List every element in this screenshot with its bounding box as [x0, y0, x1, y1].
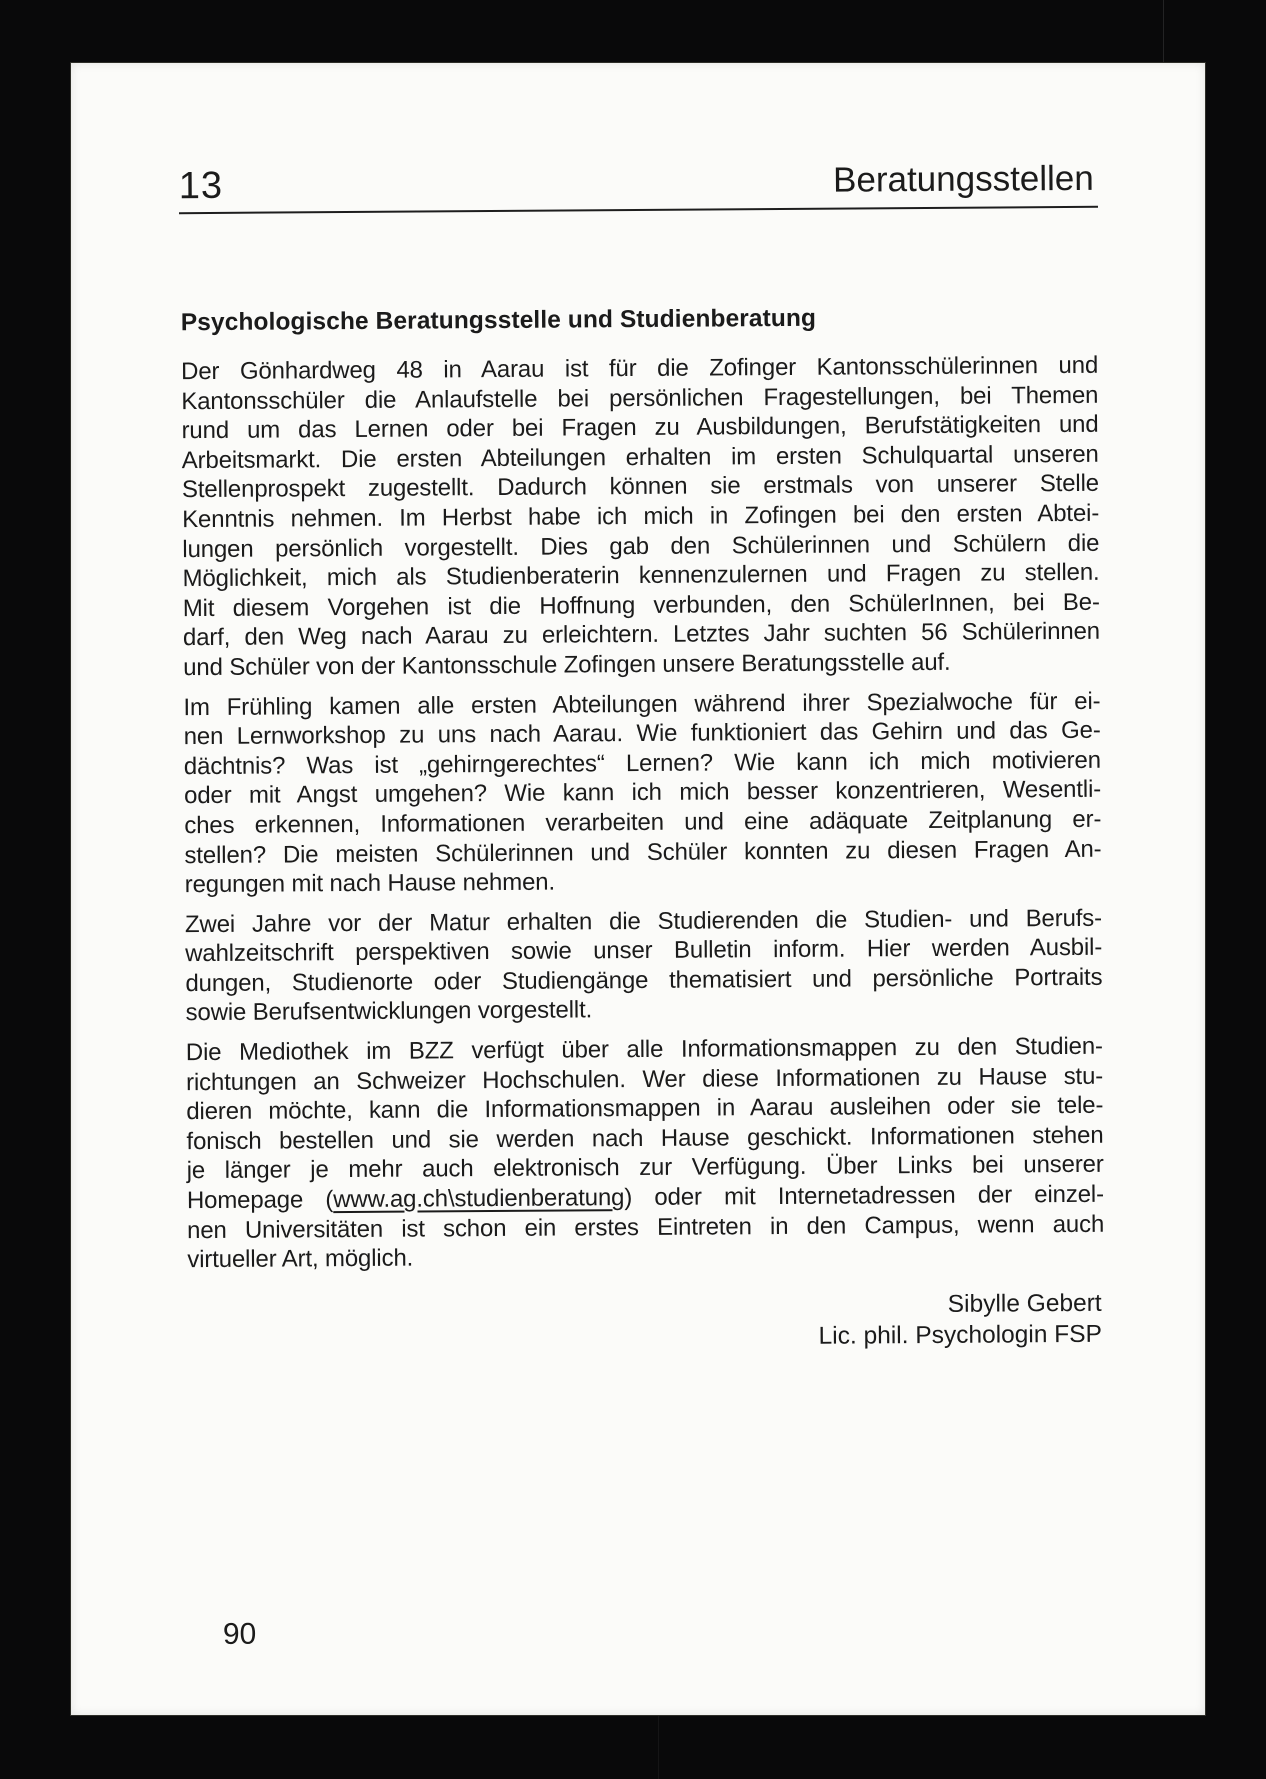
- paragraph: [185, 903, 1103, 1028]
- text-line: regungen mit nach Hause nehmen.: [184, 868, 556, 899]
- page-number: 90: [222, 1617, 257, 1651]
- text-line: Arbeitsmarkt. Die ersten Abteilungen erhalten im ersten Schulquartal unseren: [181, 440, 1099, 474]
- scan-artifact-line: [1163, 0, 1164, 64]
- text-line: darf, den Weg nach Aarau zu erleichtern. Letztes Jahr suchten 56 Schülerinnen: [182, 618, 1101, 652]
- text-line: richtungen an Schweizer Hochschulen. Wer diese Informationen zu Hause stu-: [185, 1062, 1104, 1096]
- text-line: fonisch bestellen und sie werden nach Hause geschickt. Informationen stehen: [186, 1121, 1104, 1156]
- running-head-title: Beratungsstellen: [832, 158, 1094, 200]
- text-line: Die Mediothek im BZZ verfügt über alle Informationsmappen zu den Studien-: [185, 1032, 1103, 1067]
- text-line: Kenntnis nehmen. Im Herbst habe ich mich in Zofingen bei den ersten Abtei-: [182, 499, 1100, 534]
- signature-block: [818, 1288, 1102, 1352]
- text-line: je länger je mehr auch elektronisch zur Verfügung. Über Links bei unserer: [186, 1151, 1104, 1185]
- text-line: dächtnis? Was ist „gehirngerechtes“ Lernen? Wie kann ich mich motivieren: [183, 746, 1101, 780]
- text-line: wahlzeitschrift perspektiven sowie unser Bulletin inform. Hier werden Ausbil-: [185, 934, 1103, 968]
- signature-title: Lic. phil. Psychologin FSP: [818, 1320, 1102, 1350]
- page-content: [66, 59, 1212, 1719]
- homepage-url-text: www.ag.ch\studienberatung: [333, 1184, 625, 1214]
- text-line: Stellenprospekt zugestellt. Dadurch können sie erstmals von unserer Stelle: [181, 470, 1100, 504]
- text-line: ches erkennen, Informationen verarbeiten und eine adäquate Zeitplanung er-: [184, 805, 1102, 840]
- link-suffix-text: ) oder mit Internetadressen der einzel-: [624, 1180, 1104, 1212]
- text-line: sowie Berufsentwicklungen vorgestellt.: [185, 996, 593, 1027]
- scan-artifact-line: [658, 1714, 659, 1779]
- text-line: Mit diesem Vorgehen ist die Hoffnung verbunden, den SchülerInnen, bei Be-: [182, 588, 1100, 622]
- text-line: Zwei Jahre vor der Matur erhalten die Studierenden die Studien- und Berufs-: [184, 904, 1103, 938]
- paragraph: [186, 1032, 1105, 1275]
- text-line: Im Frühling kamen alle ersten Abteilungen während ihrer Spezialwoche für ei-: [183, 687, 1101, 721]
- text-line: Möglichkeit, mich als Studienberaterin kennenzulernen und Fragen zu stellen.: [182, 558, 1100, 593]
- text-line: oder mit Angst umgehen? Wie kann ich mich besser konzentrieren, Wesentli-: [183, 776, 1102, 810]
- body-text: [181, 351, 1104, 1285]
- chapter-number: 13: [178, 164, 224, 208]
- text-line: nen Universitäten ist schon ein erstes Eintreten in den Campus, wenn auch: [187, 1210, 1105, 1244]
- header-rule: [179, 206, 1098, 214]
- paragraph: [183, 686, 1101, 900]
- text-line: nen Lernworkshop zu uns nach Aarau. Wie funktioniert das Gehirn und das Ge-: [183, 716, 1101, 751]
- text-line: Kantonsschüler die Anlaufstelle bei persönlichen Fragestellungen, bei Themen: [181, 381, 1099, 415]
- document-page: [70, 62, 1206, 1716]
- text-line: lungen persönlich vorgestellt. Dies gab den Schülerinnen und Schülern die: [182, 529, 1100, 563]
- text-line: virtueller Art, möglich.: [187, 1244, 414, 1274]
- text-line: rund um das Lernen oder bei Fragen zu Ausbildungen, Berufstätigkeiten und: [181, 410, 1099, 445]
- section-heading: Psychologische Beratungsstelle und Studienberatung: [180, 304, 817, 337]
- link-prefix-text: Homepage (: [186, 1186, 334, 1215]
- text-line: dieren möchte, kann die Informationsmappen in Aarau ausleihen oder sie tele-: [186, 1092, 1104, 1126]
- signature-name: Sibylle Gebert: [947, 1289, 1102, 1318]
- text-line: Der Gönhardweg 48 in Aarau ist für die Zofinger Kantonsschülerinnen und: [181, 351, 1099, 386]
- text-line: stellen? Die meisten Schülerinnen und Schüler konnten zu diesen Fragen An-: [184, 835, 1102, 869]
- text-line: und Schüler von der Kantonsschule Zofingen unsere Beratungsstelle auf.: [183, 648, 951, 682]
- text-line: dungen, Studienorte oder Studiengänge thematisiert und persönliche Portraits: [185, 963, 1103, 998]
- paragraph: [181, 351, 1100, 683]
